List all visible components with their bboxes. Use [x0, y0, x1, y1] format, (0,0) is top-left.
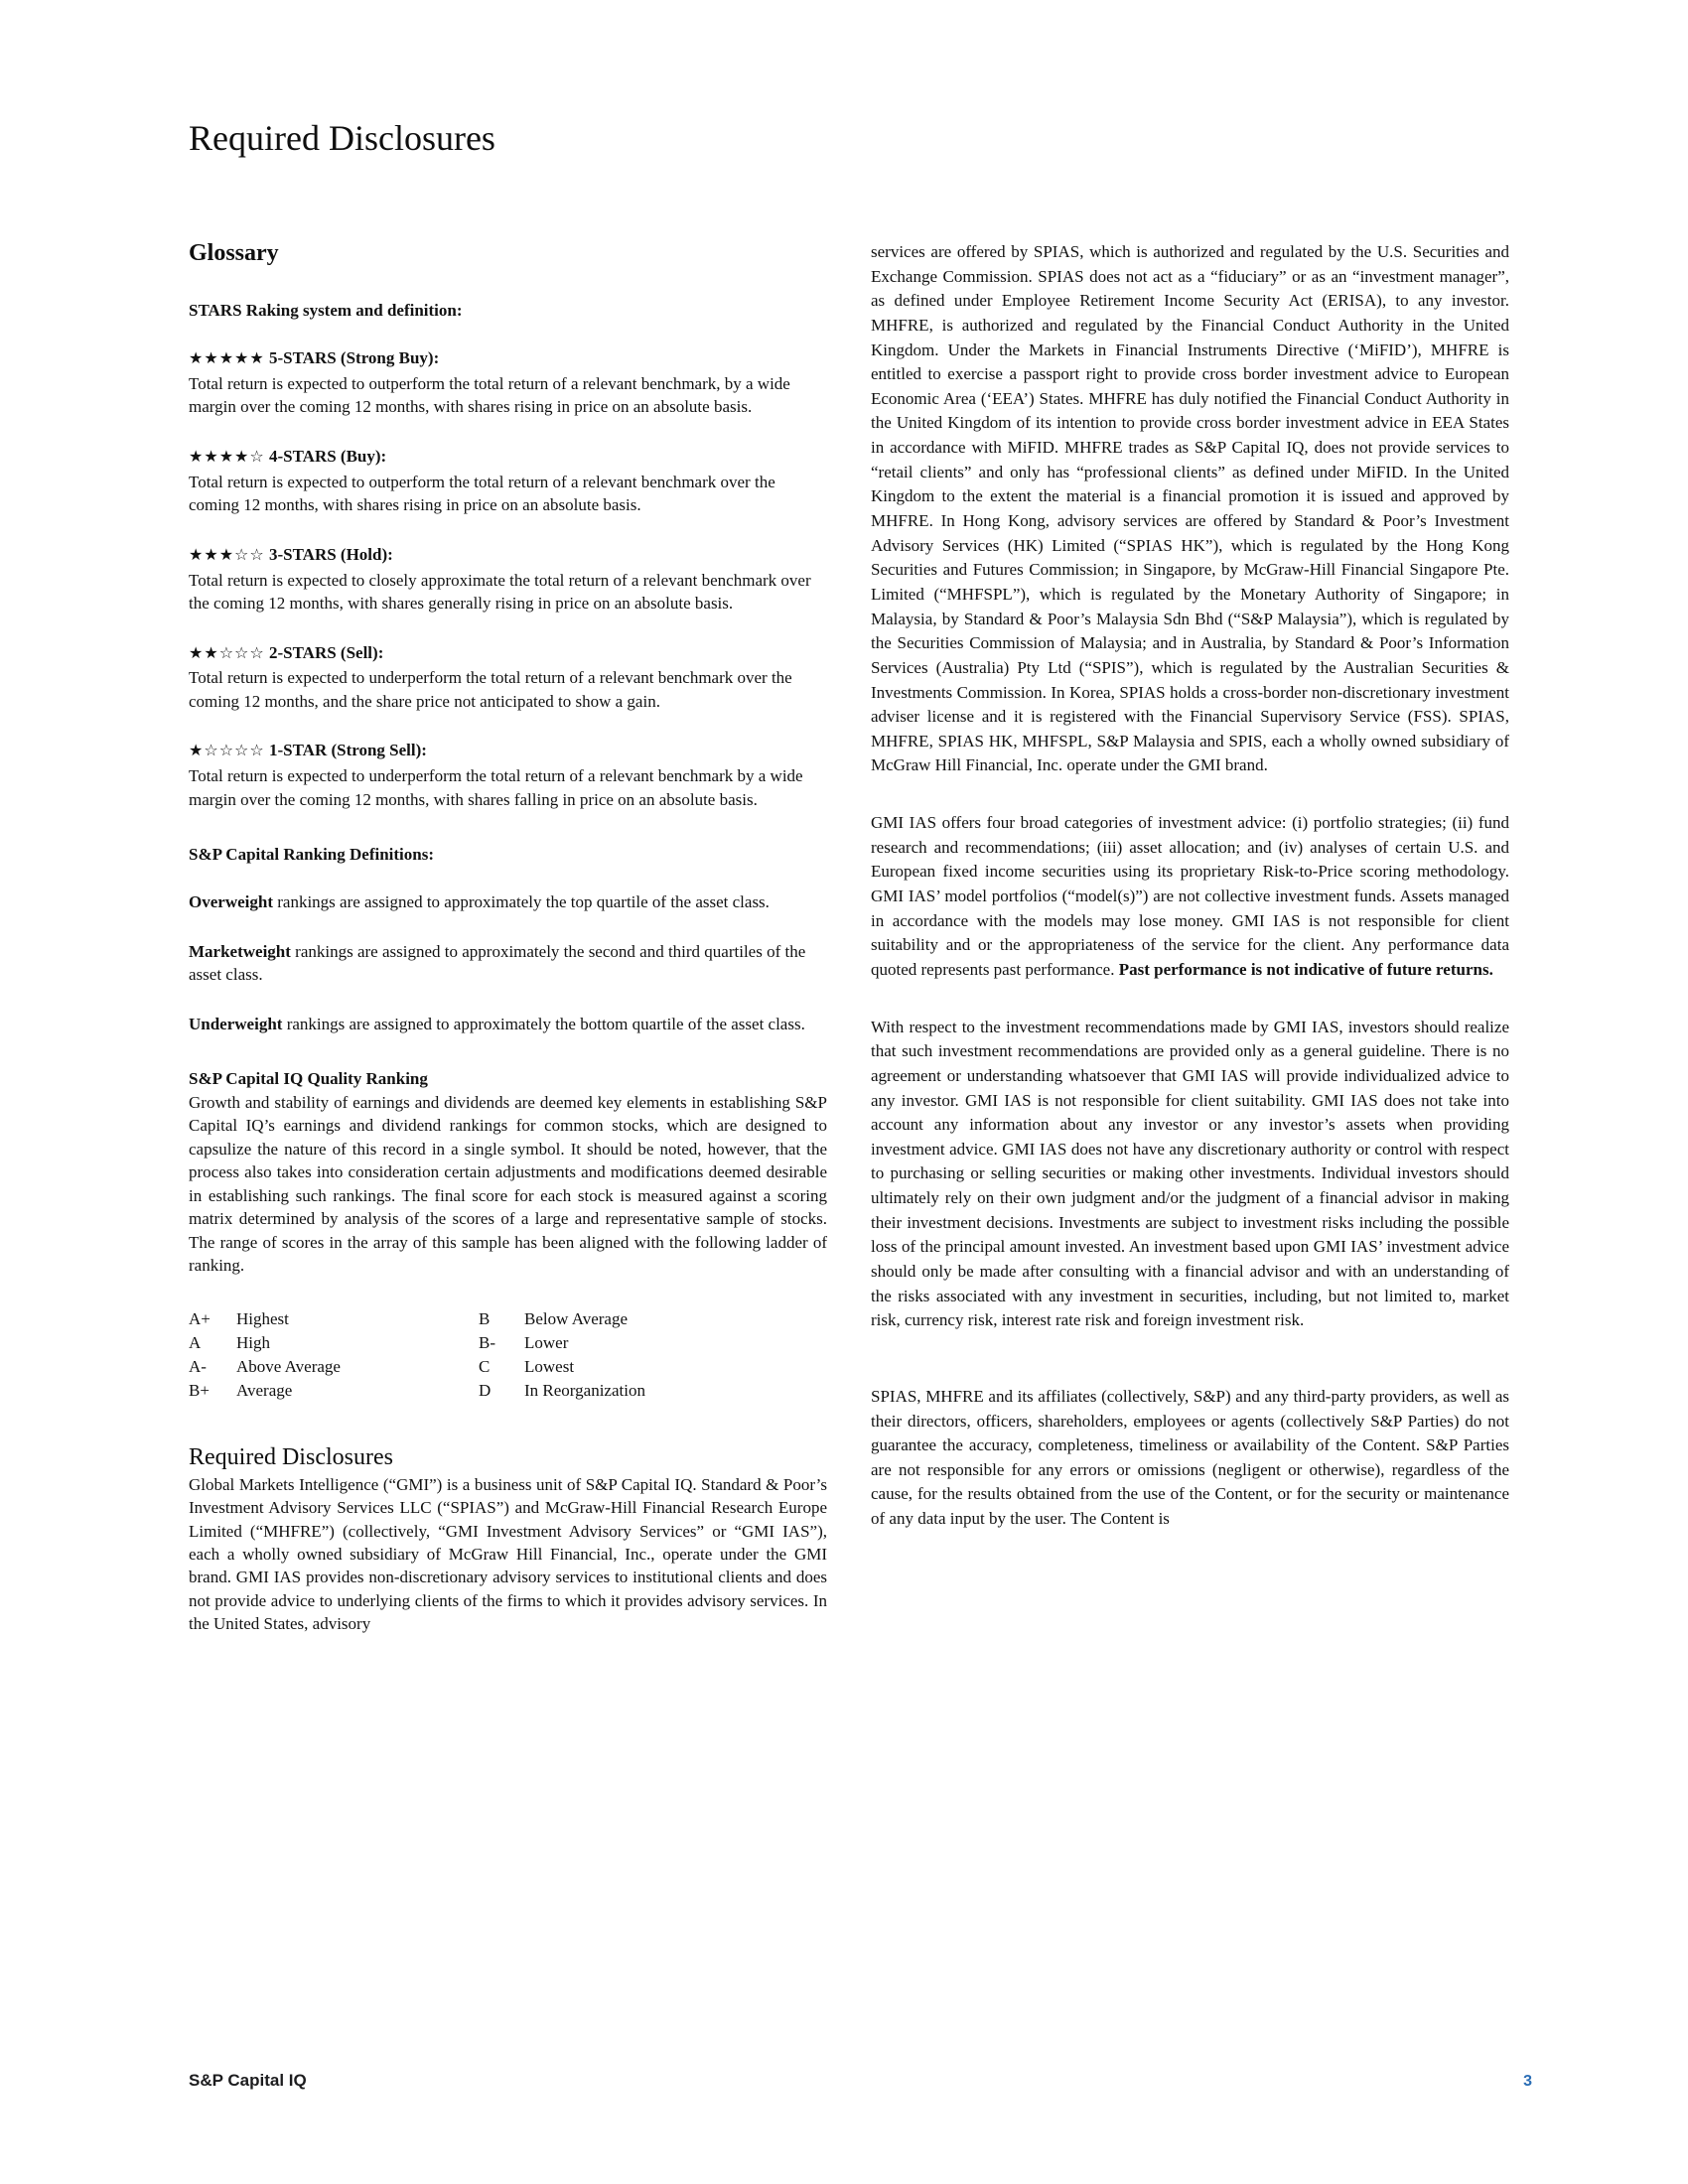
ranking-term: Underweight — [189, 1014, 283, 1033]
stars-definition-1 — [189, 740, 827, 811]
star-rating-heading — [189, 740, 827, 762]
ranking-text: rankings are assigned to approximately the second and third quartiles of the asset class. — [189, 941, 806, 985]
left-column — [189, 240, 827, 1636]
required-disclosures-body: Global Markets Intelligence (“GMI”) is a business unit of S&P Capital IQ. Standard & Poor’s Investment Advisory Services LLC (“SPIAS”) and McGraw-Hill Financial Research Europe Limited (“MHFRE”) (collectively, “GMI Investment Advisory Services” or “GMI IAS”), each a wholly owned subsidiary of McGraw Hill Financial, Inc., operate under the GMI brand. GMI IAS provides non-discretionary advisory services to institutional clients and does not provide advice to underlying clients of the firms to which it provides advisory services. In the United States, advisory — [189, 1474, 827, 1634]
required-disclosures-heading: Required Disclosures — [189, 1443, 393, 1470]
glossary-heading: Glossary — [189, 240, 279, 266]
label-cell: High — [236, 1332, 270, 1352]
paragraph-text: With respect to the investment recommendations made by GMI IAS, investors should realize that such investment recommendations are provided only as a general guideline. There is no agreement or understanding whatsoever that GMI IAS will provide individualized advice to any investor. GMI IAS is not responsible for client suitability. GMI IAS does not take into account any information about any investor or any investor’s assets when providing investment advice. GMI IAS does not have any discretionary authority or control with respect to purchasing or selling securities or making other investments. Individual investors should ultimately rely on their own judgment and/or the judgment of a financial advisor in making their investment decisions. Investments are subject to investment risks including the possible loss of the principal amount invested. An investment based upon GMI IAS’ investment advice should only be made after consulting with a financial advisor and with an understanding of the risks associated with any investment in securities, including, but not limited to, market risk, currency risk, interest rate risk and foreign investment risk. — [871, 1017, 1509, 1330]
star-rating-icons: ★★★☆☆ — [189, 544, 265, 564]
star-rating-label: 4-STARS (Buy): — [268, 446, 387, 466]
grade-cell: A+ — [189, 1308, 211, 1328]
star-rating-body: Total return is expected to underperform the total return of a relevant benchmark over the coming 12 months, and the share price not anticipated to show a gain. — [189, 668, 792, 711]
label-cell: In Reorganization — [524, 1380, 645, 1400]
page-footer — [189, 2071, 1532, 2091]
disclosure-paragraph-advice-categories — [871, 811, 1509, 982]
quality-ranking-body: Growth and stability of earnings and dividends are deemed key elements in establishing S&P Capital IQ’s earnings and dividend rankings for common stocks, which are designed to capsulize the nature of this record in a single symbol. It should be noted, however, that the process also takes into consideration certain adjustments and modifications deemed desirable in establishing such rankings. The final score for each stock is measured against a scoring matrix determined by analysis of the scores of a large and representative sample of stocks. The range of scores in the array of this sample has been aligned with the following ladder of ranking. — [189, 1093, 827, 1276]
table-row — [189, 1379, 827, 1403]
table-row — [189, 1331, 827, 1355]
page-content — [189, 117, 1509, 1636]
star-rating-body: Total return is expected to closely approximate the total return of a relevant benchmark over the coming 12 months, with shares generally rising in price on an absolute basis. — [189, 570, 811, 614]
table-row — [189, 1355, 827, 1379]
paragraph-text: SPIAS, MHFRE and its affiliates (collectively, S&P) and any third-party providers, as well as their directors, officers, shareholders, employees or agents (collectively S&P Parties) do not guarantee the accuracy, completeness, timeliness or availability of the Content. S&P Parties are not responsible for any errors or omissions (negligent or otherwise), regardless of the cause, for the results obtained from the use of the Content, or for the security or maintenance of any data input by the user. The Content is — [871, 1386, 1509, 1529]
star-rating-label: 5-STARS (Strong Buy): — [268, 348, 440, 367]
grade-cell: D — [479, 1380, 492, 1400]
star-rating-icons: ★☆☆☆☆ — [189, 741, 265, 760]
star-rating-label: 1-STAR (Strong Sell): — [268, 741, 427, 760]
page-number: 3 — [1523, 2073, 1532, 2090]
grade-cell: A- — [189, 1356, 207, 1376]
label-cell: Above Average — [236, 1356, 341, 1376]
stars-system-heading: STARS Raking system and definition: — [189, 301, 463, 320]
label-cell: Lowest — [524, 1356, 575, 1376]
star-rating-icons: ★★★★★ — [189, 348, 265, 367]
ranking-text: rankings are assigned to approximately the bottom quartile of the asset class. — [282, 1014, 805, 1033]
page-title: Required Disclosures — [189, 118, 495, 158]
star-rating-heading — [189, 446, 827, 469]
grade-cell: A — [189, 1332, 202, 1352]
grade-cell: B — [479, 1308, 491, 1328]
right-column — [871, 240, 1509, 1636]
paragraph-text: GMI IAS offers four broad categories of investment advice: (i) portfolio strategies; (ii) fund research and recommendations; (iii) asset allocation; and (iv) analyses of certain U.S. and European fixed income securities using its proprietary Risk-to-Price scoring methodology. GMI IAS’ model portfolios (“model(s)”) are not collective investment funds. Assets managed in accordance with the models may lose money. GMI IAS is not responsible for client suitability and or the appropriateness of the service for the client. Any performance data quoted represents past performance. — [871, 813, 1509, 979]
star-rating-body: Total return is expected to outperform the total return of a relevant benchmark over the coming 12 months, with shares rising in price on an absolute basis. — [189, 472, 775, 515]
stars-definition-5 — [189, 347, 827, 419]
star-rating-icons: ★★☆☆☆ — [189, 642, 265, 662]
two-column-layout — [189, 240, 1509, 1636]
capital-ranking-heading: S&P Capital Ranking Definitions: — [189, 845, 435, 865]
label-cell: Average — [236, 1380, 293, 1400]
label-cell: Highest — [236, 1308, 289, 1328]
quality-ranking-heading: S&P Capital IQ Quality Ranking — [189, 1069, 428, 1089]
footer-brand: S&P Capital IQ — [189, 2071, 307, 2090]
grade-cell: B- — [479, 1332, 495, 1352]
ranking-term: Marketweight — [189, 941, 291, 961]
ranking-term: Overweight — [189, 892, 273, 912]
star-rating-label: 2-STARS (Sell): — [268, 642, 384, 662]
paragraph-text: services are offered by SPIAS, which is authorized and regulated by the U.S. Securities and Exchange Commission. SPIAS does not act as a “fiduciary” or as an “investment manager”, as defined under Employee Retirement Income Security Act (ERISA), to any investor. MHFRE, is authorized and regulated by the Financial Conduct Authority in the United Kingdom. Under the Markets in Financial Instruments Directive (‘MiFID’), MHFRE is entitled to exercise a passport right to provide cross border investment advice to European Economic Area (‘EEA’) States. MHFRE has duly notified the Financial Conduct Authority in the United Kingdom of its intention to provide cross border investment advice in EEA States in accordance with MiFID. MHFRE trades as S&P Capital IQ, does not provide services to “retail clients” and only has “professional clients” as defined under MiFID. In the United Kingdom to the extent the material is a financial promotion it is issued and approved by MHFRE. In Hong Kong, advisory services are offered by Standard & Poor’s Investment Advisory Services (HK) Limited (“SPIAS HK”), which is regulated by the Hong Kong Securities and Futures Commission; in Singapore, by McGraw-Hill Financial Singapore Pte. Limited (“MHFSPL”), which is regulated by the Monetary Authority of Singapore; in Malaysia, by Standard & Poor’s Malaysia Sdn Bhd (“S&P Malaysia”), which is regulated by the Securities Commission of Malaysia; and in Australia, by Standard & Poor’s Information Services (Australia) Pty Ltd (“SPIS”), which is regulated by the Australian Securities & Investments Commission. In Korea, SPIAS holds a cross-border non-discretionary investment adviser license and it is registered with the Financial Supervisory Service (FSS). SPIAS, MHFRE, SPIAS HK, MHFSPL, S&P Malaysia and SPIS, each a wholly owned subsidiary of McGraw Hill Financial, Inc. operate under the GMI brand. — [871, 242, 1509, 775]
star-rating-icons: ★★★★☆ — [189, 446, 265, 466]
ranking-definition-marketweight — [189, 940, 827, 987]
disclosure-paragraph-liability — [871, 1385, 1509, 1532]
star-rating-label: 3-STARS (Hold): — [268, 544, 393, 564]
ranking-definition-overweight — [189, 890, 827, 913]
disclosure-paragraph-recommendations — [871, 1016, 1509, 1333]
star-rating-body: Total return is expected to underperform the total return of a relevant benchmark by a wide margin over the coming 12 months, with shares falling in price on an absolute basis. — [189, 766, 803, 809]
grade-cell: B+ — [189, 1380, 210, 1400]
star-rating-heading — [189, 642, 827, 665]
stars-definition-4 — [189, 446, 827, 517]
grade-cell: C — [479, 1356, 491, 1376]
table-row — [189, 1307, 827, 1331]
ranking-definition-underweight — [189, 1013, 827, 1035]
star-rating-heading — [189, 347, 827, 370]
label-cell: Lower — [524, 1332, 569, 1352]
stars-definition-3 — [189, 544, 827, 615]
label-cell: Below Average — [524, 1308, 629, 1328]
disclosure-paragraph-jurisdictions — [871, 240, 1509, 778]
star-rating-heading — [189, 544, 827, 567]
quality-ranking-table — [189, 1307, 827, 1403]
paragraph-bold: Past performance is not indicative of future returns. — [1118, 959, 1493, 979]
star-rating-body: Total return is expected to outperform the total return of a relevant benchmark, by a wide margin over the coming 12 months, with shares rising in price on an absolute basis. — [189, 373, 790, 417]
stars-definition-2 — [189, 642, 827, 714]
ranking-text: rankings are assigned to approximately the top quartile of the asset class. — [272, 892, 770, 912]
